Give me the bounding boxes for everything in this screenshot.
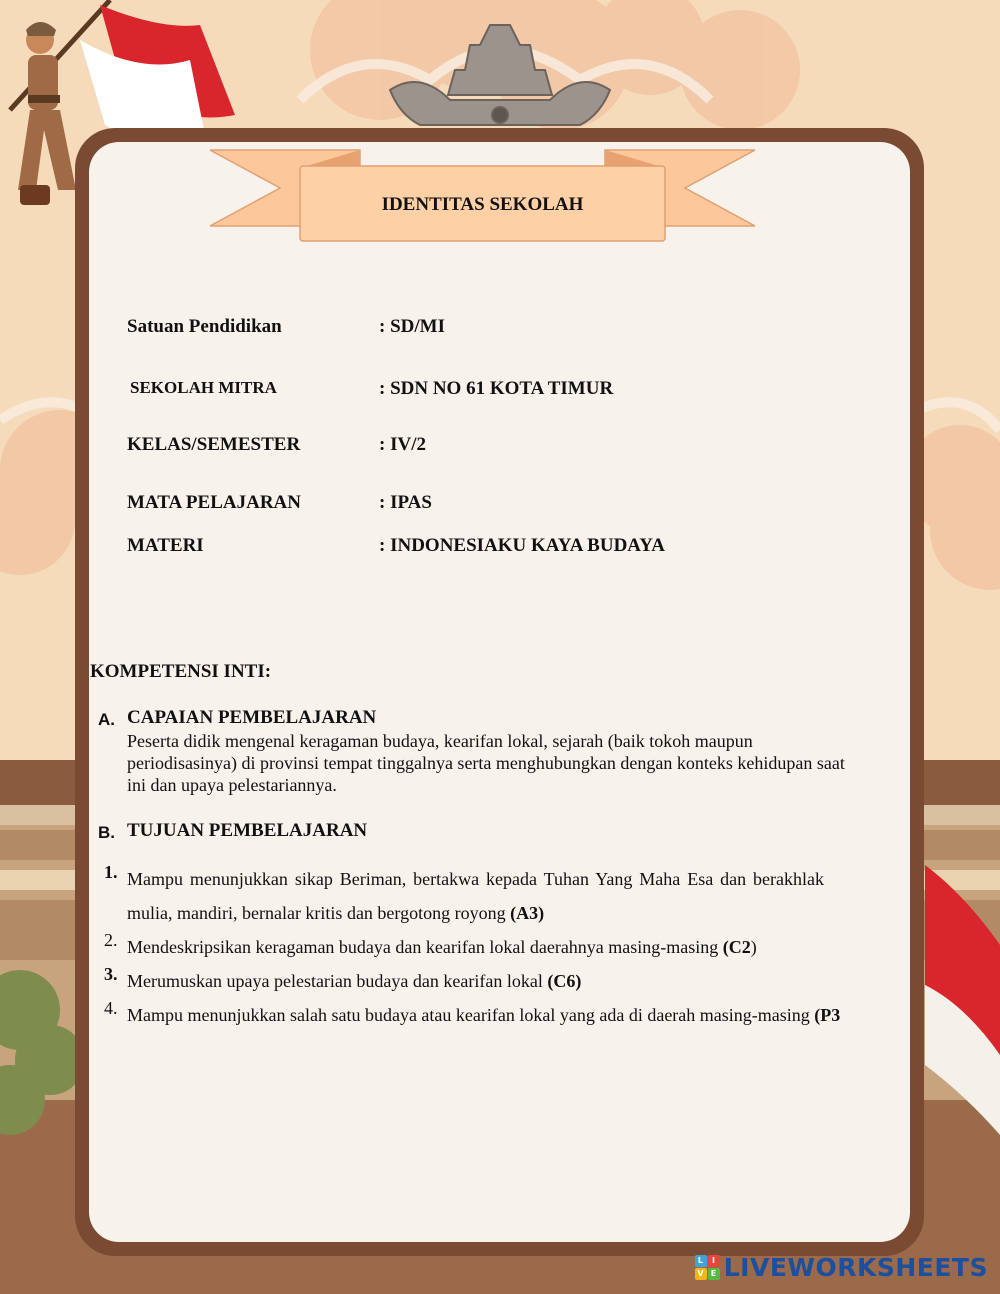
identity-value: : SD/MI	[379, 316, 445, 337]
page-title: IDENTITAS SEKOLAH	[381, 194, 584, 215]
list-number: 2.	[104, 930, 118, 950]
kompetensi-heading: KOMPETENSI INTI:	[90, 661, 272, 682]
item-text: Mampu menunjukkan salah satu budaya atau kearifan lokal yang ada di daerah masing-masing	[127, 1005, 810, 1025]
identity-label: KELAS/SEMESTER	[127, 434, 301, 455]
item-text: Mendeskripsikan keragaman budaya dan kearifan lokal daerahnya masing-masing	[127, 937, 719, 957]
section-letter-b: B.	[98, 823, 115, 842]
content-frame	[75, 128, 924, 1256]
tujuan-list	[98, 862, 884, 1032]
identity-label: SEKOLAH MITRA	[130, 378, 277, 397]
item-code: (C6)	[547, 971, 582, 991]
section-letter-a: A.	[98, 710, 115, 729]
item-code: (C2	[722, 937, 751, 957]
list-item	[98, 998, 884, 1032]
identity-value: : IPAS	[379, 492, 432, 513]
brand-text: LIVEWORKSHEETS	[723, 1253, 988, 1282]
list-number: 1.	[104, 862, 118, 882]
identity-value: : INDONESIAKU KAYA BUDAYA	[379, 535, 665, 556]
tujuan-title: TUJUAN PEMBELAJARAN	[127, 820, 368, 841]
list-item	[98, 964, 884, 998]
item-code: (P3	[814, 1005, 841, 1025]
list-number: 3.	[104, 964, 118, 984]
capaian-title: CAPAIAN PEMBELAJARAN	[127, 707, 377, 728]
liveworksheets-logo-icon: L I V E	[695, 1255, 720, 1280]
list-number: 4.	[104, 998, 118, 1018]
capaian-text: Peserta didik mengenal keragaman budaya, kearifan lokal, sejarah (baik tokoh maupun periodisasinya) di provinsi tempat tinggalnya serta menghubungkan dengan konteks kehidupan saat ini dan upaya pelestariannya.	[127, 731, 845, 795]
identity-value: : SDN NO 61 KOTA TIMUR	[379, 378, 614, 399]
item-code: (A3)	[510, 903, 545, 923]
list-item: 2. Mendeskripsikan keragaman budaya dan kearifan lokal daerahnya masing-masing (C2)	[104, 930, 757, 957]
identity-label: MATERI	[127, 535, 204, 556]
content-paper	[89, 142, 910, 1242]
liveworksheets-brand[interactable]	[695, 1253, 988, 1282]
identity-label: MATA PELAJARAN	[127, 492, 301, 513]
identity-value: : IV/2	[379, 434, 426, 455]
item-text: Mampu menunjukkan sikap Beriman, bertakwa kepada Tuhan Yang Maha Esa dan berakhlak mulia, mandiri, bernalar kritis dan bergotong royong	[127, 869, 824, 923]
list-item	[98, 862, 884, 930]
item-text: Merumuskan upaya pelestarian budaya dan kearifan lokal	[127, 971, 543, 991]
identity-label: Satuan Pendidikan	[127, 316, 282, 337]
